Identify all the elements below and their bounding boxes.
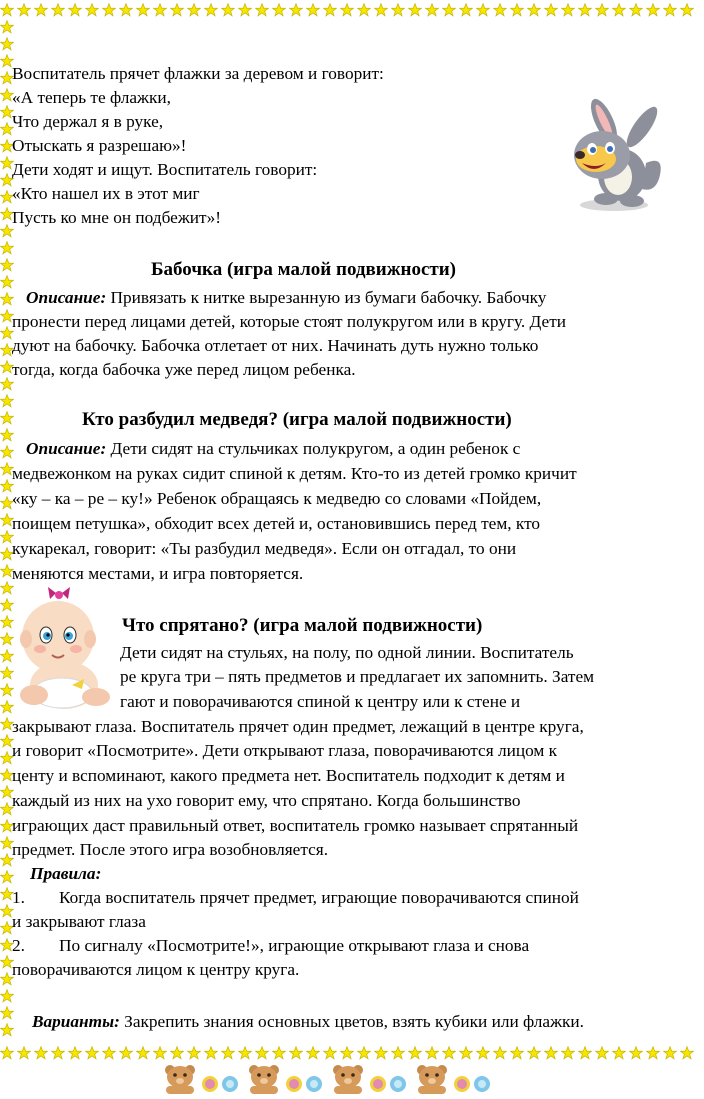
star-icon bbox=[391, 1046, 405, 1060]
desc-text: Привязать к нитке вырезанную из бумаги бабочку. Бабочку bbox=[106, 288, 547, 307]
hidden-desc-line: предмет. После этого игра возобновляется. bbox=[12, 840, 329, 859]
star-icon bbox=[527, 3, 541, 17]
intro-line: Пусть ко мне он подбежит»! bbox=[12, 208, 221, 227]
star-icon bbox=[0, 428, 14, 442]
star-icon bbox=[374, 1046, 388, 1060]
star-icon bbox=[561, 1046, 575, 1060]
star-icon bbox=[68, 3, 82, 17]
star-icon bbox=[459, 1046, 473, 1060]
star-icon bbox=[595, 3, 609, 17]
star-icon bbox=[323, 1046, 337, 1060]
bear-desc-line bbox=[26, 437, 520, 461]
star-icon bbox=[136, 3, 150, 17]
butterfly-desc-line: тогда, когда бабочка уже перед лицом ребенка. bbox=[12, 360, 356, 379]
star-icon bbox=[119, 1046, 133, 1060]
star-icon bbox=[272, 3, 286, 17]
star-icon bbox=[629, 1046, 643, 1060]
star-icon bbox=[102, 3, 116, 17]
star-icon bbox=[408, 3, 422, 17]
star-icon bbox=[646, 1046, 660, 1060]
star-icon bbox=[493, 3, 507, 17]
hidden-desc-line: играющих даст правильный ответ, воспитатель громко называет спрятанный bbox=[12, 816, 579, 835]
variants-text: Закрепить знания основных цветов, взять кубики или флажки. bbox=[119, 1012, 584, 1031]
bear-desc-line: «ку – ка – ре – ку!» Ребенок обращаясь к медведю со словами «Пойдем, bbox=[12, 489, 542, 508]
star-icon bbox=[0, 411, 14, 425]
star-icon bbox=[0, 870, 14, 884]
star-icon bbox=[221, 1046, 235, 1060]
star-icon bbox=[51, 3, 65, 17]
star-icon bbox=[595, 1046, 609, 1060]
description-label: Описание: bbox=[26, 288, 107, 307]
rule-item-cont: поворачиваются лицом к центру круга. bbox=[12, 960, 300, 979]
butterfly-desc-line bbox=[26, 286, 546, 310]
star-icon bbox=[51, 1046, 65, 1060]
star-icon bbox=[544, 1046, 558, 1060]
star-icon bbox=[272, 1046, 286, 1060]
rules-label bbox=[30, 862, 101, 886]
star-icon bbox=[442, 1046, 456, 1060]
star-icon bbox=[510, 1046, 524, 1060]
star-icon bbox=[0, 275, 14, 289]
butterfly-desc-line: дуют на бабочку. Бабочка отлетает от них. Начинать дуть нужно только bbox=[12, 336, 539, 355]
intro-line: Что держал я в руке, bbox=[12, 112, 164, 131]
star-icon bbox=[0, 20, 14, 34]
star-icon bbox=[170, 3, 184, 17]
desc-text: Дети сидят на стульчиках полукругом, а один ребенок с bbox=[106, 439, 521, 458]
bear-title: Кто разбудил медведя? (игра малой подвижности) bbox=[82, 409, 512, 430]
star-icon bbox=[306, 3, 320, 17]
star-icon bbox=[102, 1046, 116, 1060]
hidden-desc-line: Дети сидят на стульях, на полу, по одной линии. Воспитатель bbox=[120, 643, 574, 662]
star-icon bbox=[0, 292, 14, 306]
star-icon bbox=[357, 1046, 371, 1060]
rule-item bbox=[12, 934, 529, 958]
star-icon bbox=[476, 3, 490, 17]
star-icon bbox=[442, 3, 456, 17]
hidden-desc-line: закрывают глаза. Воспитатель прячет один предмет, лежащий в центре круга, bbox=[12, 717, 584, 736]
star-icon bbox=[0, 3, 14, 17]
star-icon bbox=[408, 1046, 422, 1060]
star-icon bbox=[0, 37, 14, 51]
star-icon bbox=[680, 3, 694, 17]
rules-label-text: Правила: bbox=[30, 864, 102, 883]
star-icon bbox=[680, 1046, 694, 1060]
star-icon bbox=[17, 1046, 31, 1060]
star-icon bbox=[629, 3, 643, 17]
star-icon bbox=[34, 3, 48, 17]
star-icon bbox=[68, 1046, 82, 1060]
star-icon bbox=[646, 3, 660, 17]
star-icon bbox=[578, 1046, 592, 1060]
star-icon bbox=[306, 1046, 320, 1060]
intro-line: Дети ходят и ищут. Воспитатель говорит: bbox=[12, 160, 318, 179]
intro-line: «А теперь те флажки, bbox=[12, 88, 171, 107]
rule-item-cont: и закрывают глаза bbox=[12, 912, 146, 931]
variants-label: Варианты: bbox=[32, 1012, 120, 1031]
star-icon bbox=[187, 1046, 201, 1060]
hidden-desc-line: гают и поворачиваются спиной к центру или к стене и bbox=[120, 692, 521, 711]
star-icon bbox=[221, 3, 235, 17]
bottom-star-border bbox=[0, 1046, 704, 1062]
star-icon bbox=[255, 1046, 269, 1060]
star-icon bbox=[289, 1046, 303, 1060]
star-icon bbox=[493, 1046, 507, 1060]
intro-line: «Кто нашел их в этот миг bbox=[12, 184, 200, 203]
top-star-border bbox=[0, 3, 704, 19]
star-icon bbox=[476, 1046, 490, 1060]
rule-item bbox=[12, 886, 579, 910]
variants-line bbox=[32, 1010, 584, 1034]
star-icon bbox=[204, 1046, 218, 1060]
star-icon bbox=[0, 394, 14, 408]
star-icon bbox=[204, 3, 218, 17]
bear-desc-line: меняются местами, и игра повторяется. bbox=[12, 564, 304, 583]
star-icon bbox=[238, 1046, 252, 1060]
star-icon bbox=[578, 3, 592, 17]
star-icon bbox=[0, 1046, 14, 1060]
bear-desc-line: поищем петушка», обходит всех детей и, остановившись перед тем, кто bbox=[12, 514, 541, 533]
star-icon bbox=[510, 3, 524, 17]
star-icon bbox=[238, 3, 252, 17]
star-icon bbox=[459, 3, 473, 17]
butterfly-desc-line: пронести перед лицами детей, которые стоят полукругом или в кругу. Дети bbox=[12, 312, 566, 331]
star-icon bbox=[119, 3, 133, 17]
star-icon bbox=[663, 1046, 677, 1060]
star-icon bbox=[0, 241, 14, 255]
footer-decoration bbox=[160, 1062, 540, 1094]
star-icon bbox=[561, 3, 575, 17]
star-icon bbox=[0, 1023, 14, 1037]
baby-icon bbox=[12, 585, 122, 713]
star-icon bbox=[391, 3, 405, 17]
star-icon bbox=[0, 989, 14, 1003]
star-icon bbox=[663, 3, 677, 17]
intro-line: Воспитатель прячет флажки за деревом и говорит: bbox=[12, 64, 384, 83]
star-icon bbox=[153, 1046, 167, 1060]
star-icon bbox=[340, 3, 354, 17]
star-icon bbox=[255, 3, 269, 17]
star-icon bbox=[170, 1046, 184, 1060]
star-icon bbox=[323, 3, 337, 17]
star-icon bbox=[425, 1046, 439, 1060]
star-icon bbox=[527, 1046, 541, 1060]
rabbit-icon bbox=[556, 93, 666, 213]
star-icon bbox=[85, 1046, 99, 1060]
star-icon bbox=[153, 3, 167, 17]
hidden-desc-line: и говорит «Посмотрите». Дети открывают глаза, поворачиваются лицом к bbox=[12, 741, 558, 760]
description-label: Описание: bbox=[26, 439, 107, 458]
star-icon bbox=[612, 1046, 626, 1060]
star-icon bbox=[0, 1006, 14, 1020]
rule-number: 1. bbox=[12, 888, 25, 907]
star-icon bbox=[0, 258, 14, 272]
bear-desc-line: медвежонком на руках сидит спиной к детям. Кто-то из детей громко кричит bbox=[12, 464, 577, 483]
star-icon bbox=[136, 1046, 150, 1060]
butterfly-title: Бабочка (игра малой подвижности) bbox=[151, 259, 456, 280]
star-icon bbox=[374, 3, 388, 17]
star-icon bbox=[357, 3, 371, 17]
rule-text: Когда воспитатель прячет предмет, играющие поворачиваются спиной bbox=[59, 888, 579, 907]
intro-line: Отыскать я разрешаю»! bbox=[12, 136, 187, 155]
star-icon bbox=[289, 3, 303, 17]
star-icon bbox=[544, 3, 558, 17]
star-icon bbox=[187, 3, 201, 17]
star-icon bbox=[85, 3, 99, 17]
star-icon bbox=[340, 1046, 354, 1060]
hidden-desc-line: ре круга три – пять предметов и предлагает их запомнить. Затем bbox=[120, 667, 595, 686]
rule-number: 2. bbox=[12, 936, 25, 955]
rule-text: По сигналу «Посмотрите!», играющие открывают глаза и снова bbox=[59, 936, 530, 955]
star-icon bbox=[612, 3, 626, 17]
star-icon bbox=[34, 1046, 48, 1060]
hidden-title: Что спрятано? (игра малой подвижности) bbox=[122, 615, 483, 636]
hidden-desc-line: каждый из них на ухо говорит ему, что спрятано. Когда большинство bbox=[12, 791, 521, 810]
star-icon bbox=[17, 3, 31, 17]
bear-desc-line: кукарекал, говорит: «Ты разбудил медведя». Если он отгадал, то они bbox=[12, 539, 517, 558]
hidden-desc-line: центу и вспоминают, какого предмета нет. Воспитатель подходит к детям и bbox=[12, 766, 565, 785]
star-icon bbox=[425, 3, 439, 17]
star-icon bbox=[0, 445, 14, 459]
